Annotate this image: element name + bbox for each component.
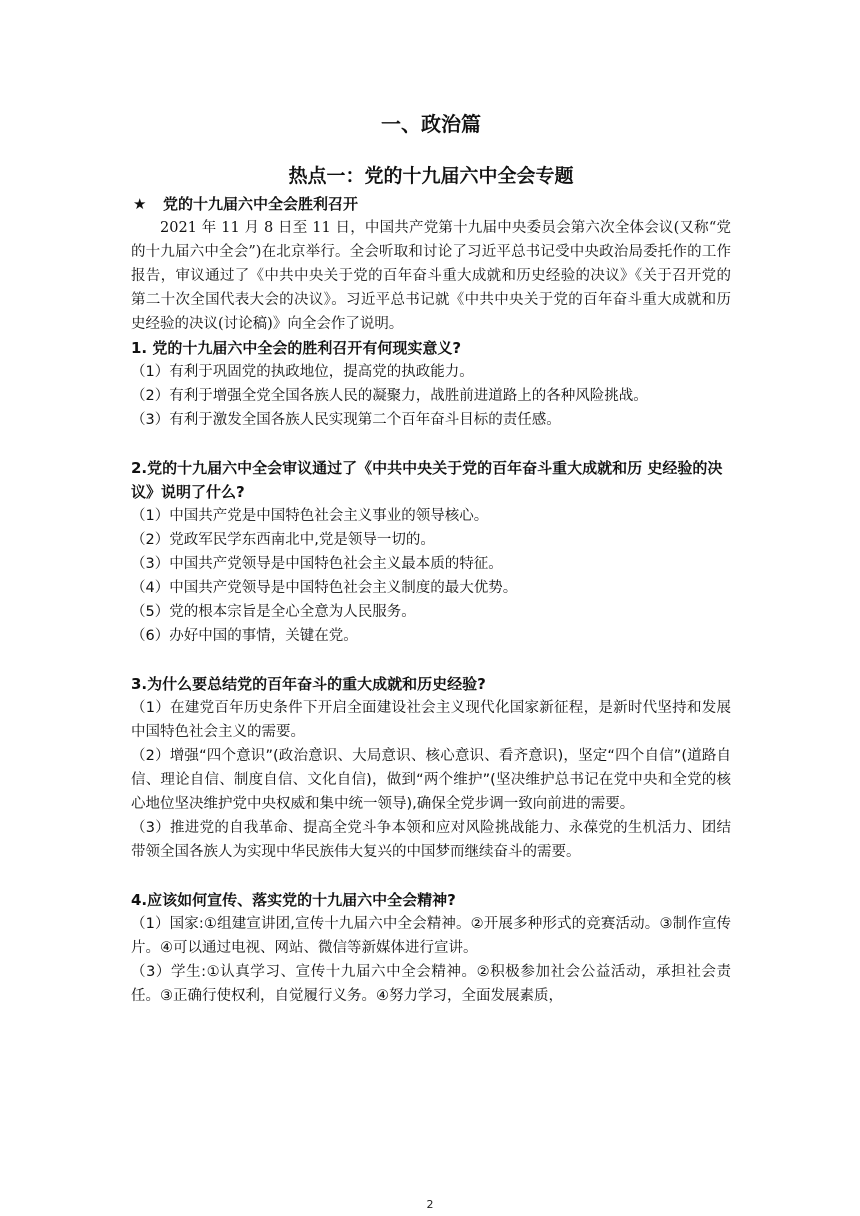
document-title: 一、政治篇 bbox=[381, 112, 481, 136]
answer-item: （1）国家:①组建宣讲团,宣传十九届六中全会精神。②开展多种形式的竞赛活动。③制作宣传片。④可以通过电视、网站、微信等新媒体进行宣讲。 bbox=[131, 916, 731, 956]
star-icon: ★ bbox=[133, 195, 147, 213]
answer-item: （2）党政军民学东西南北中,党是领导一切的。 bbox=[131, 532, 435, 548]
answer-item: （2）有利于增强全党全国各族人民的凝聚力，战胜前进道路上的各种风险挑战。 bbox=[131, 388, 648, 404]
question-title: 3.为什么要总结党的百年奋斗的重大成就和历史经验? bbox=[131, 675, 486, 693]
question-block-3 bbox=[131, 672, 731, 864]
question-title: 1. 党的十九届六中全会的胜利召开有何现实意义? bbox=[131, 339, 462, 357]
page-number: 2 bbox=[426, 1198, 434, 1211]
answer-item: （3）推进党的自我革命、提高全党斗争本领和应对风险挑战能力、永葆党的生机活力、团结带领全国各族人为实现中华民族伟大复兴的中国梦而继续奋斗的需要。 bbox=[131, 820, 731, 860]
section-heading bbox=[131, 192, 731, 216]
answer-item: （1）中国共产党是中国特色社会主义事业的领导核心。 bbox=[131, 508, 489, 524]
intro-paragraph: 2021 年 11 月 8 日至 11 日，中国共产党第十九届中央委员会第六次全体会议(又称“党的十九届六中全会”)在北京举行。全会听取和讨论了习近平总书记受中央政治局委托作的工作报告，审议通过了《中共中央关于党的百年奋斗重大成就和历史经验的决议》《关于召开党的第二十次全国代表大会的决议》。习近平总书记就《中共中央关于党的百年奋斗重大成就和历史经验的决议(讨论稿)》向全会作了说明。 bbox=[131, 220, 731, 332]
answer-item: （3）学生:①认真学习、宣传十九届六中全会精神。②积极参加社会公益活动，承担社会责任。③正确行使权利，自觉履行义务。④努力学习，全面发展素质， bbox=[131, 964, 731, 1004]
answer-item: （5）党的根本宗旨是全心全意为人民服务。 bbox=[131, 604, 416, 620]
section-heading-text: 党的十九届六中全会胜利召开 bbox=[163, 195, 359, 213]
answer-item: （3）中国共产党领导是中国特色社会主义最本质的特征。 bbox=[131, 556, 503, 572]
question-title: 2.党的十九届六中全会审议通过了《中共中央关于党的百年奋斗重大成就和历 史经验的决议》说明了什么? bbox=[131, 459, 723, 501]
answer-item: （1）有利于巩固党的执政地位，提高党的执政能力。 bbox=[131, 364, 474, 380]
answer-item: （1）在建党百年历史条件下开启全面建设社会主义现代化国家新征程，是新时代坚持和发展中国特色社会主义的需要。 bbox=[131, 700, 731, 740]
question-block-4 bbox=[131, 888, 731, 1008]
page-content bbox=[131, 110, 731, 1008]
topic-title: 热点一：党的十九届六中全会专题 bbox=[288, 165, 574, 187]
answer-item: （6）办好中国的事情，关键在党。 bbox=[131, 628, 358, 644]
question-block-2 bbox=[131, 456, 731, 648]
question-block-1 bbox=[131, 336, 731, 432]
answer-item: （2）增强“四个意识”(政治意识、大局意识、核心意识、看齐意识)，坚定“四个自信”(道路自信、理论自信、制度自信、文化自信)，做到“两个维护”(坚决维护总书记在党中央和全党的核心地位坚决维护党中央权威和集中统一领导),确保全党步调一致向前进的需要。 bbox=[131, 748, 731, 812]
answer-item: （4）中国共产党领导是中国特色社会主义制度的最大优势。 bbox=[131, 580, 518, 596]
question-title: 4.应该如何宣传、落实党的十九届六中全会精神? bbox=[131, 891, 456, 909]
answer-item: （3）有利于激发全国各族人民实现第二个百年奋斗目标的责任感。 bbox=[131, 412, 561, 428]
